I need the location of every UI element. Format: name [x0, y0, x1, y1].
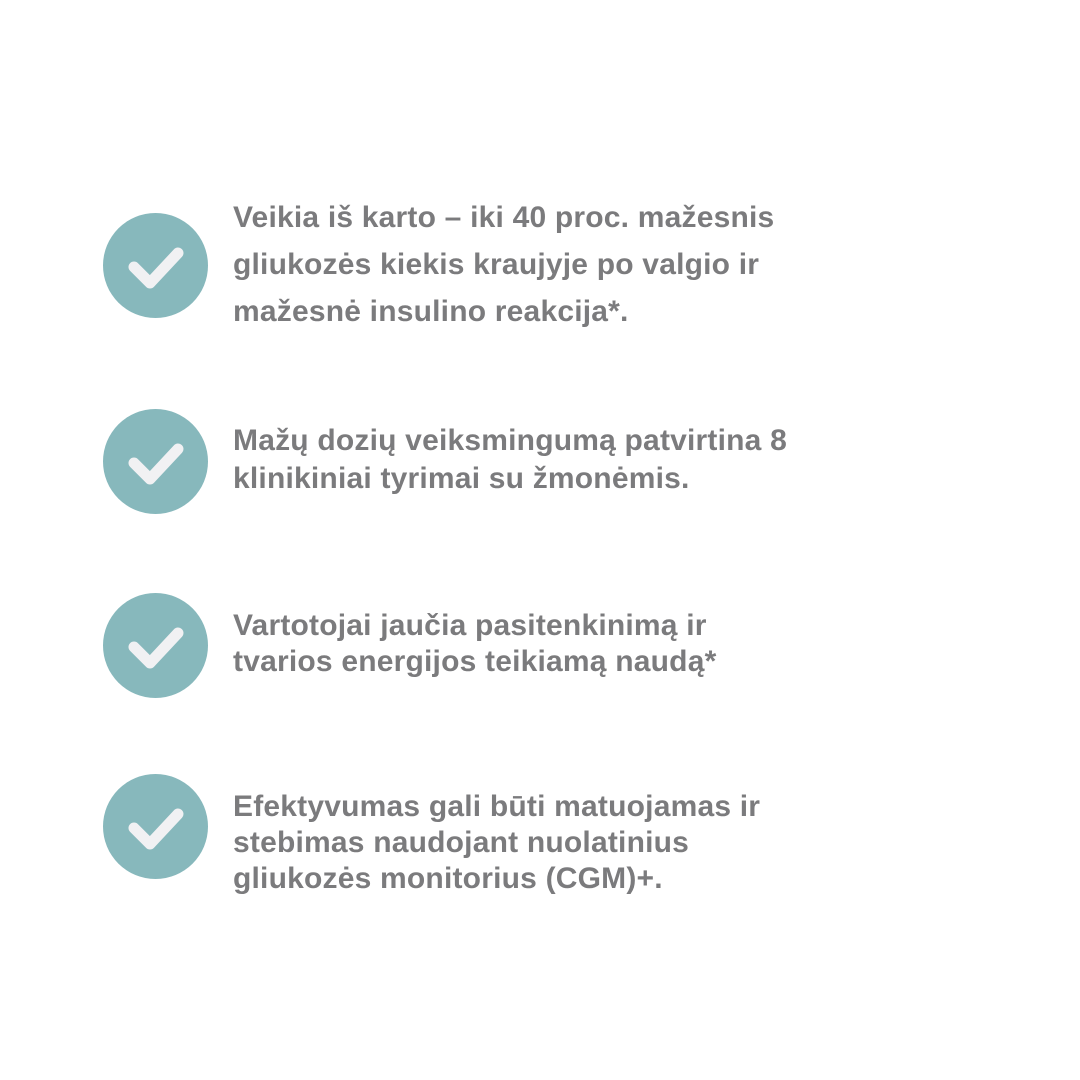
benefit-item	[103, 201, 983, 328]
benefit-item	[103, 593, 983, 699]
benefit-text: Efektyvumas gali būti matuojamas ir stebimas naudojant nuolatinius gliukozės monitorius (CGM)+.	[233, 790, 761, 895]
check-icon	[103, 774, 208, 879]
benefit-text: Mažų dozių veiksmingumą patvirtina 8 klinikiniai tyrimai su žmonėmis.	[233, 424, 787, 495]
check-icon	[103, 409, 208, 514]
benefit-item	[103, 409, 983, 515]
benefit-text: Vartotojai jaučia pasitenkinimą ir tvarios energijos teikiamą naudą*	[233, 609, 717, 678]
benefit-text: Veikia iš karto – iki 40 proc. mažesnis gliukozės kiekis kraujyje po valgio ir mažesnė insulino reakcija*.	[233, 201, 775, 328]
benefit-item	[103, 774, 983, 895]
check-icon	[103, 213, 208, 318]
check-icon	[103, 593, 208, 698]
